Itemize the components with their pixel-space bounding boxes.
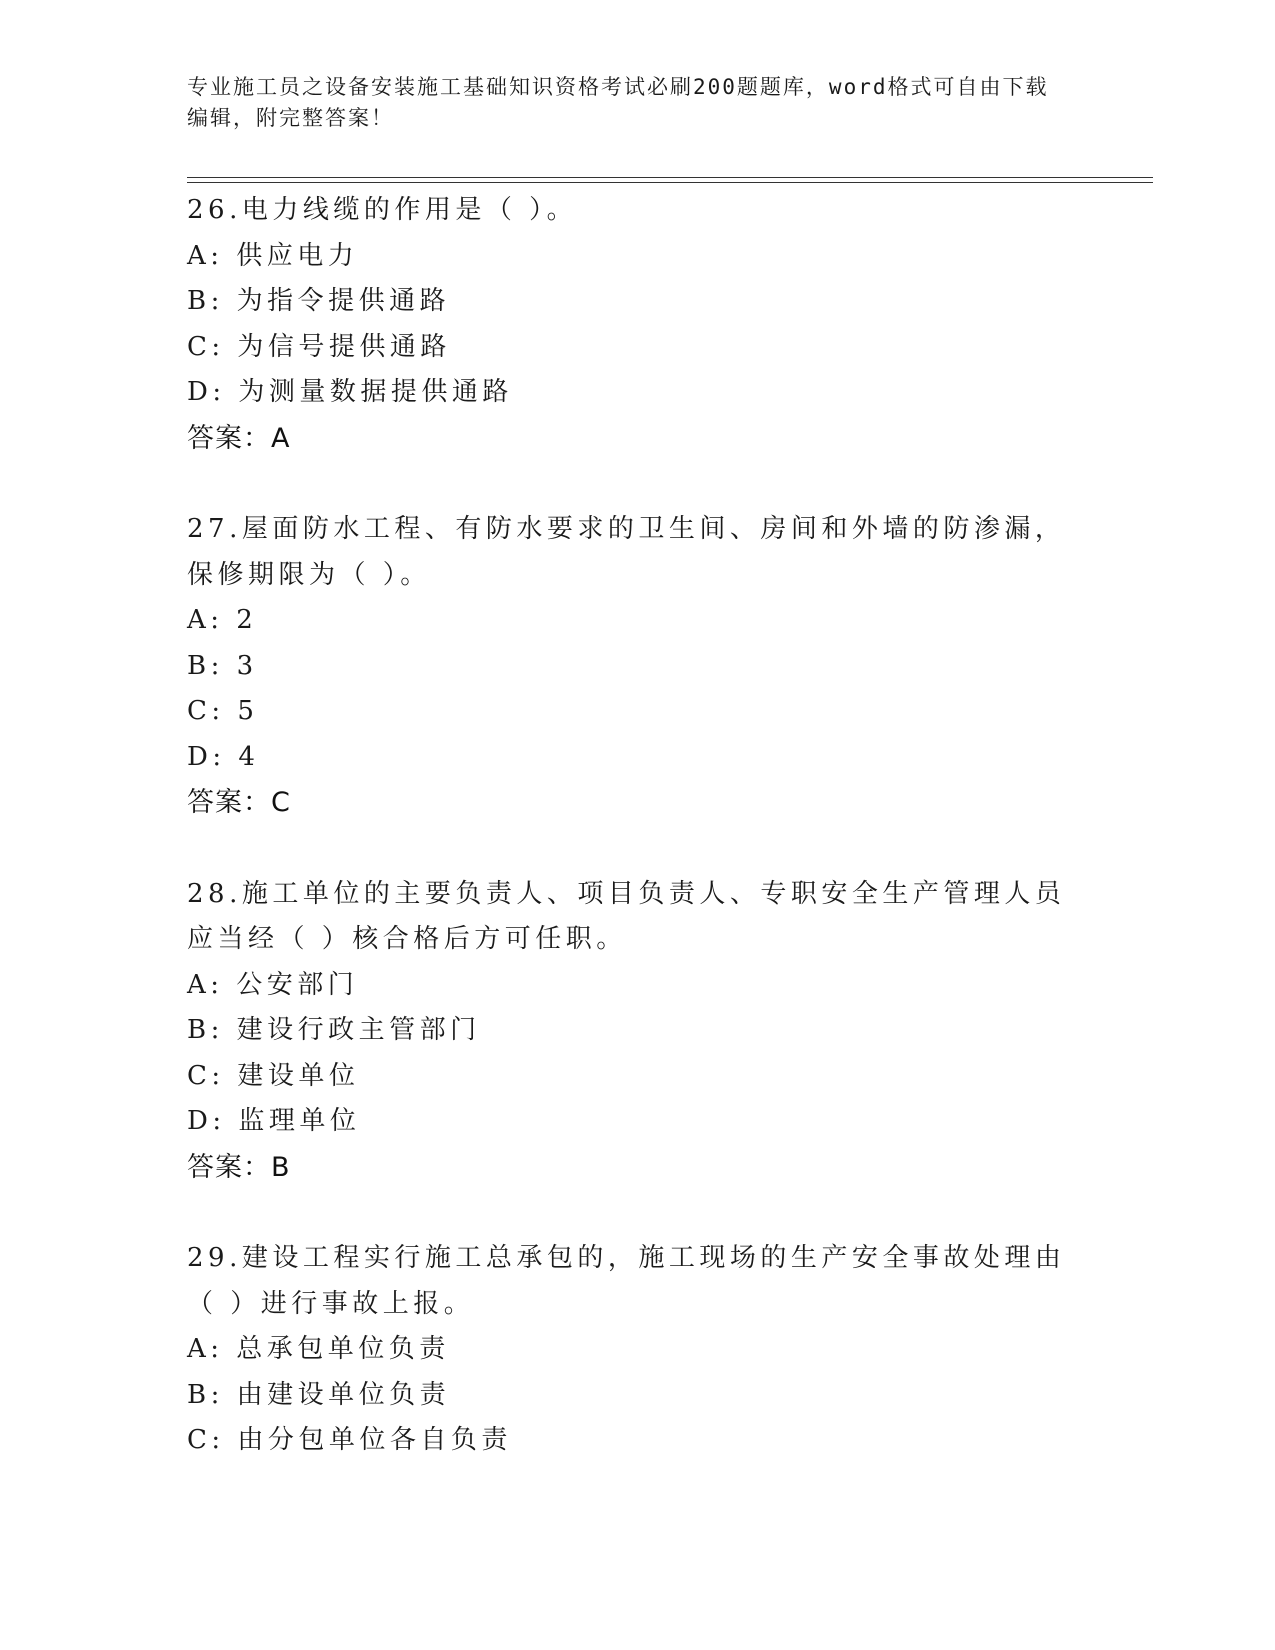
option-d: D: 4 [187,741,260,772]
answer: 答案：B [187,1151,291,1183]
option-b: B: 为指令提供通路 [187,286,451,316]
option-a: A: 总承包单位负责 [187,1334,450,1364]
answer: 答案：C [187,787,291,818]
option-c: C: 建设单位 [187,1060,360,1091]
header-divider-top [187,177,1153,178]
option-d: D: 监理单位 [187,1106,361,1136]
question-stem: 27.屋面防水工程、有防水要求的卫生间、房间和外墙的防渗漏，保修期限为（ ）。 [187,514,1066,590]
option-b: B: 3 [187,650,258,681]
question-stem: 28.施工单位的主要负责人、项目负责人、专职安全生产管理人员应当经（ ）核合格后方可任职。 [187,878,1066,954]
question-27 [187,507,1087,826]
option-c: C: 5 [187,696,259,726]
option-b: B: 由建设单位负责 [187,1379,451,1410]
answer: 答案：A [187,422,291,454]
option-a: A: 公安部门 [187,969,359,1000]
document-header: 专业施工员之设备安装施工基础知识资格考试必刷200题题库，word格式可自由下载编辑，附完整答案！ [187,75,1049,130]
question-26 [187,188,1087,461]
option-a: A: 2 [187,605,258,635]
option-c: C: 为信号提供通路 [187,331,451,362]
question-stem: 29.建设工程实行施工总承包的，施工现场的生产安全事故处理由（ ）进行事故上报。 [187,1243,1066,1319]
option-d: D: 为测量数据提供通路 [187,377,513,407]
option-c: C: 由分包单位各自负责 [187,1425,512,1455]
option-a: A: 供应电力 [187,240,359,271]
question-stem: 26.电力线缆的作用是（ ）。 [187,195,578,225]
header-divider-bottom [187,182,1153,183]
question-29 [187,1236,1087,1464]
question-list [187,188,1087,1510]
question-28 [187,872,1087,1191]
option-b: B: 建设行政主管部门 [187,1015,481,1045]
